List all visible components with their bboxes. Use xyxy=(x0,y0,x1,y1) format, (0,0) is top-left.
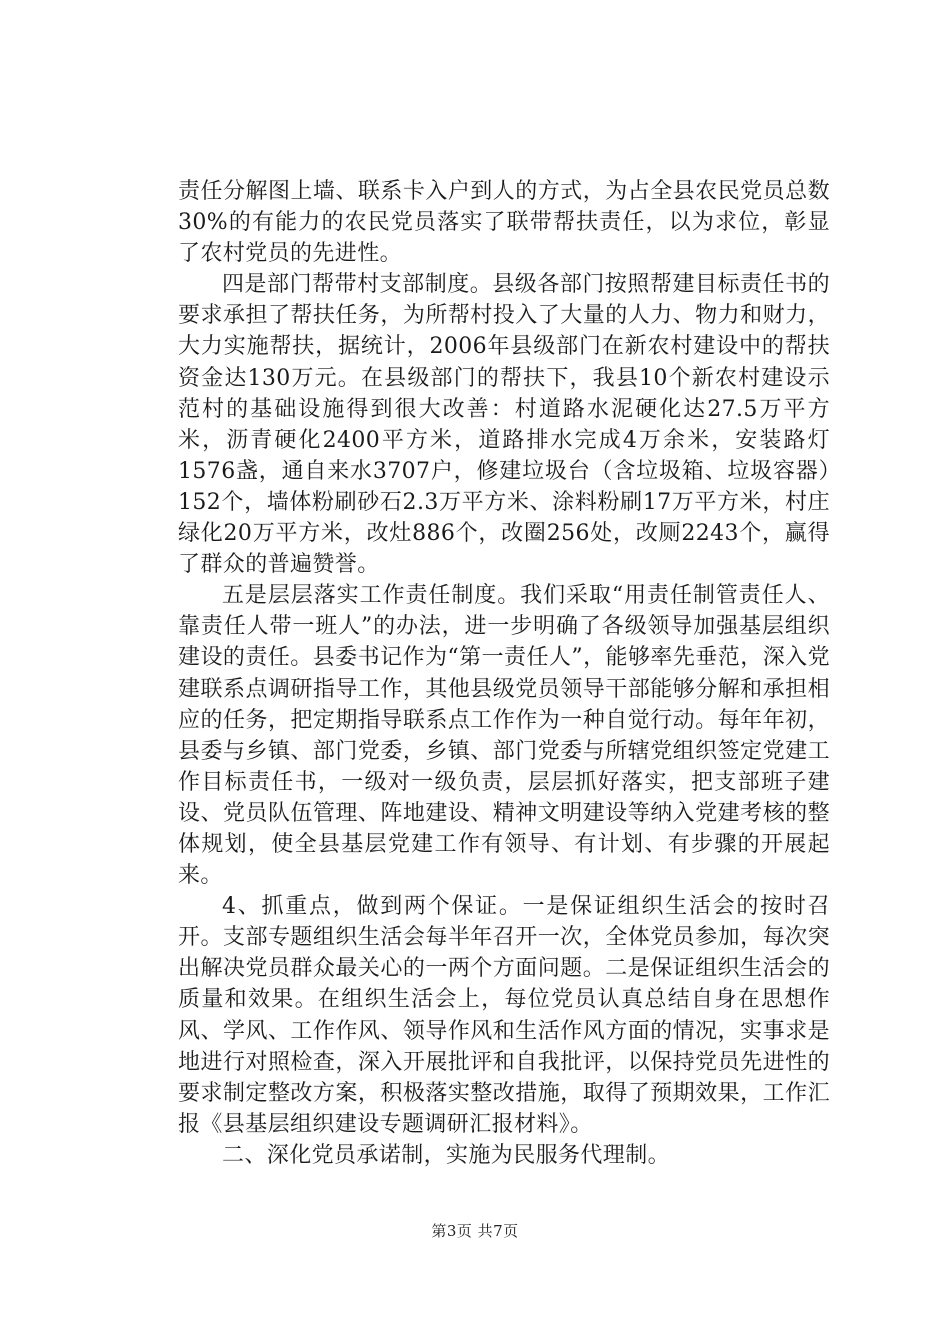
document-body xyxy=(178,176,830,1171)
paragraph-department-assistance: 四是部门帮带村支部制度。县级各部门按照帮建目标责任书的要求承担了帮扶任务，为所帮村投入了大量的人力、物力和财力，大力实施帮扶，据统计，2006年县级部门在新农村建设中的帮扶资金达130万元。在县级部门的帮扶下，我县10个新农村建设示范村的基础设施得到很大改善：村道路水泥硬化达27.5万平方米，沥青硬化2400平方米，道路排水完成4万余米，安装路灯1576盏，通自来水3707户，修建垃圾台（含垃圾箱、垃圾容器）152个，墙体粉刷砂石2.3万平方米、涂料粉刷17万平方米，村庄绿化20万平方米，改灶886个，改圈256处，改厕2243个，赢得了群众的普遍赞誉。 xyxy=(178,272,830,578)
page-number-footer: 第3页 共7页 xyxy=(431,1222,519,1240)
paragraph-continuation: 责任分解图上墙、联系卡入户到人的方式，为占全县农民党员总数30%的有能力的农民党员落实了联带帮扶责任，以为求位，彰显了农村党员的先进性。 xyxy=(178,179,830,267)
paragraph-two-guarantees: 4、抓重点，做到两个保证。一是保证组织生活会的按时召开。支部专题组织生活会每半年召开一次，全体党员参加，每次突出解决党员群众最关心的一两个方面问题。二是保证组织生活会的质量和效果。在组织生活会上，每位党员认真总结自身在思想作风、学风、工作作风、领导作风和生活作风方面的情况，实事求是地进行对照检查，深入开展批评和自我批评，以保持党员先进性的要求制定整改方案，积极落实整改措施，取得了预期效果，工作汇报《县基层组织建设专题调研汇报材料》。 xyxy=(178,894,830,1137)
paragraph-responsibility-system: 五是层层落实工作责任制度。我们采取“用责任制管责任人、靠责任人带一班人”的办法，进一步明确了各级领导加强基层组织建设的责任。县委书记作为“第一责任人”，能够率先垂范，深入党建联系点调研指导工作，其他县级党员领导干部能够分解和承担相应的任务，把定期指导联系点工作作为一种自觉行动。每年年初，县委与乡镇、部门党委，乡镇、部门党委与所辖党组织签定党建工作目标责任书，一级对一级负责，层层抓好落实，把支部班子建设、党员队伍管理、阵地建设、精神文明建设等纳入党建考核的整体规划，使全县基层党建工作有领导、有计划、有步骤的开展起来。 xyxy=(178,583,830,889)
section-heading-party-commitment: 二、深化党员承诺制，实施为民服务代理制。 xyxy=(222,1142,671,1168)
